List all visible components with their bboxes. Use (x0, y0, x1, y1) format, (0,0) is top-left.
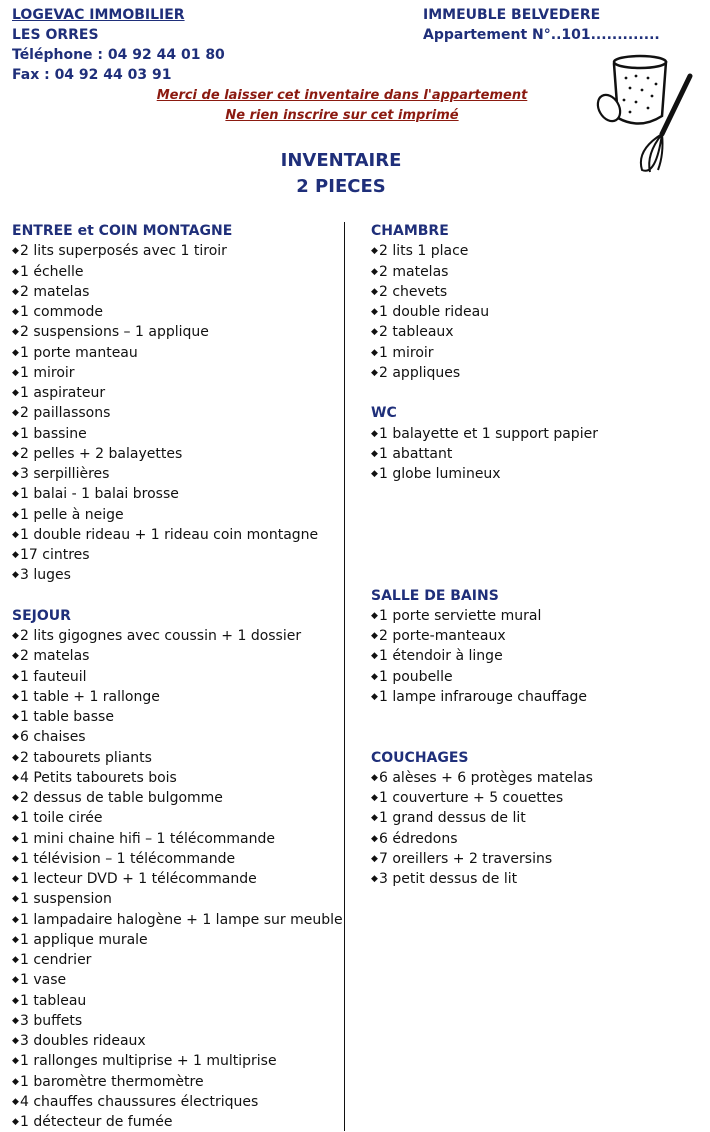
item-text: 1 fauteuil (20, 668, 87, 685)
section-title: SEJOUR (12, 607, 71, 624)
list-item (12, 970, 342, 990)
list-item (12, 383, 342, 403)
list-item (12, 1112, 342, 1132)
title-inventaire: INVENTAIRE (280, 150, 402, 171)
item-text: 1 mini chaine hifi – 1 télécommande (20, 830, 276, 847)
list-item (12, 464, 342, 484)
list-item (371, 646, 701, 666)
notice-do-not-write: Ne rien inscrire sur cet imprimé (225, 108, 459, 123)
item-text: 1 lampadaire halogène + 1 lampe sur meuble (20, 911, 343, 928)
diamond-bullet-icon: ◆ (371, 347, 378, 358)
list-item (12, 950, 342, 970)
list-item (12, 343, 342, 363)
item-text: 1 tableau (20, 992, 87, 1009)
diamond-bullet-icon: ◆ (12, 408, 19, 419)
diamond-bullet-icon: ◆ (12, 509, 19, 520)
diamond-bullet-icon: ◆ (12, 975, 19, 986)
item-list (371, 241, 701, 383)
diamond-bullet-icon: ◆ (371, 631, 378, 641)
diamond-bullet-icon: ◆ (12, 853, 19, 864)
item-text: 1 rallonges multiprise + 1 multiprise (20, 1053, 277, 1070)
item-text: 2 lits 1 place (379, 243, 469, 260)
diamond-bullet-icon: ◆ (12, 307, 19, 317)
list-item (371, 302, 701, 322)
diamond-bullet-icon: ◆ (371, 307, 378, 317)
item-text: 1 porte manteau (20, 344, 138, 361)
diamond-bullet-icon: ◆ (12, 631, 19, 641)
item-text: 1 couverture + 5 couettes (379, 790, 564, 806)
diamond-bullet-icon: ◆ (12, 995, 19, 1006)
list-item (371, 282, 701, 302)
list-item (12, 626, 342, 646)
item-text: 1 balai - 1 balai brosse (20, 486, 179, 503)
list-item (371, 343, 701, 363)
diamond-bullet-icon: ◆ (371, 610, 378, 621)
diamond-bullet-icon: ◆ (371, 772, 378, 783)
item-text: 2 paillassons (20, 405, 111, 422)
item-text: 4 Petits tabourets bois (20, 769, 177, 786)
item-text: 1 suspension (20, 891, 112, 908)
item-list (371, 768, 701, 890)
list-item (371, 464, 701, 484)
item-text: 1 échelle (20, 263, 84, 280)
item-text: 1 cendrier (20, 952, 92, 968)
list-item (12, 667, 342, 687)
list-item (12, 808, 342, 828)
diamond-bullet-icon: ◆ (12, 1036, 19, 1046)
diamond-bullet-icon: ◆ (12, 1056, 19, 1067)
list-item (12, 1092, 342, 1112)
item-text: 1 poubelle (379, 668, 453, 685)
diamond-bullet-icon: ◆ (371, 286, 378, 297)
list-item (12, 444, 342, 464)
list-item (371, 363, 701, 383)
item-text: 2 suspensions – 1 applique (20, 324, 209, 341)
diamond-bullet-icon: ◆ (371, 793, 378, 803)
diamond-bullet-icon: ◆ (12, 671, 19, 682)
list-item (12, 646, 342, 666)
diamond-bullet-icon: ◆ (12, 529, 19, 540)
list-item (12, 748, 342, 768)
item-text: 1 abattant (379, 445, 453, 462)
list-item (12, 322, 342, 342)
section-entree (12, 221, 342, 586)
diamond-bullet-icon: ◆ (371, 691, 378, 702)
item-text: 1 baromètre thermomètre (20, 1073, 204, 1090)
list-item (371, 322, 701, 342)
list-item (12, 849, 342, 869)
item-text: 2 matelas (20, 283, 90, 300)
item-text: 2 pelles + 2 balayettes (20, 445, 183, 462)
item-text: 1 télévision – 1 télécommande (20, 850, 236, 867)
item-list (371, 606, 701, 707)
agency-fax: Fax : 04 92 44 03 91 (12, 67, 172, 83)
diamond-bullet-icon: ◆ (12, 752, 19, 763)
item-text: 2 tabourets pliants (20, 749, 152, 766)
list-item (12, 424, 342, 444)
diamond-bullet-icon: ◆ (12, 732, 19, 743)
item-text: 1 bassine (20, 425, 87, 442)
item-text: 7 oreillers + 2 traversins (379, 850, 553, 867)
section-chambre (371, 221, 701, 383)
section-title: COUCHAGES (371, 749, 469, 766)
diamond-bullet-icon: ◆ (12, 793, 19, 803)
list-item (371, 829, 701, 849)
list-item (12, 262, 342, 282)
item-text: 1 détecteur de fumée (20, 1114, 173, 1130)
diamond-bullet-icon: ◆ (12, 246, 19, 257)
diamond-bullet-icon: ◆ (371, 266, 378, 277)
item-text: 1 lampe infrarouge chauffage (379, 688, 588, 705)
list-item (12, 1051, 342, 1071)
diamond-bullet-icon: ◆ (371, 671, 378, 682)
item-text: 2 tableaux (379, 324, 454, 341)
list-item (371, 444, 701, 464)
list-item (12, 302, 342, 322)
item-text: 6 alèses + 6 protèges matelas (379, 769, 593, 786)
item-text: 1 toile cirée (20, 810, 103, 827)
diamond-bullet-icon: ◆ (371, 469, 378, 479)
item-text: 1 étendoir à linge (379, 648, 503, 665)
section-salle-de-bains (371, 586, 701, 708)
item-text: 3 buffets (20, 1012, 83, 1029)
list-item (371, 424, 701, 444)
title-rooms: 2 PIECES (296, 176, 386, 197)
apartment-number: Appartement N°..101............. (423, 27, 660, 43)
diamond-bullet-icon: ◆ (371, 246, 378, 257)
item-text: 1 lecteur DVD + 1 télécommande (20, 871, 257, 887)
diamond-bullet-icon: ◆ (12, 833, 19, 844)
section-wc (371, 403, 701, 484)
diamond-bullet-icon: ◆ (371, 448, 378, 459)
item-text: 1 balayette et 1 support papier (379, 425, 598, 442)
list-item (371, 788, 701, 808)
item-text: 1 table + 1 rallonge (20, 688, 160, 705)
diamond-bullet-icon: ◆ (12, 1096, 19, 1107)
list-item (12, 1072, 342, 1092)
list-item (371, 768, 701, 788)
left-column (12, 221, 342, 1132)
item-text: 2 lits superposés avec 1 tiroir (20, 243, 227, 260)
item-text: 2 dessus de table bulgomme (20, 790, 223, 806)
list-item (12, 403, 342, 423)
agency-phone: Téléphone : 04 92 44 01 80 (12, 47, 225, 63)
agency-header (12, 5, 225, 85)
list-item (371, 667, 701, 687)
right-column (371, 221, 701, 889)
item-text: 1 globe lumineux (379, 466, 501, 482)
list-item (12, 1031, 342, 1051)
diamond-bullet-icon: ◆ (12, 266, 19, 277)
diamond-bullet-icon: ◆ (371, 853, 378, 864)
column-divider (344, 222, 345, 1131)
list-item (12, 565, 342, 585)
property-header (423, 5, 660, 45)
section-title: SALLE DE BAINS (371, 587, 499, 604)
item-text: 2 lits gigognes avec coussin + 1 dossier (20, 628, 302, 644)
diamond-bullet-icon: ◆ (12, 1015, 19, 1026)
item-text: 3 doubles rideaux (20, 1033, 146, 1049)
list-item (12, 930, 342, 950)
item-text: 1 miroir (20, 364, 75, 381)
diamond-bullet-icon: ◆ (12, 448, 19, 459)
item-list (371, 424, 701, 485)
item-text: 17 cintres (20, 547, 90, 563)
diamond-bullet-icon: ◆ (12, 813, 19, 824)
list-item (12, 484, 342, 504)
list-item (12, 991, 342, 1011)
item-text: 3 luges (20, 567, 71, 584)
section-title: CHAMBRE (371, 223, 449, 239)
diamond-bullet-icon: ◆ (371, 367, 378, 378)
diamond-bullet-icon: ◆ (12, 489, 19, 500)
list-item (12, 910, 342, 930)
list-item (371, 606, 701, 626)
agency-name: LOGEVAC IMMOBILIER (12, 7, 185, 23)
building-name: IMMEUBLE BELVEDERE (423, 7, 601, 23)
list-item (371, 262, 701, 282)
item-text: 1 vase (20, 972, 67, 989)
item-text: 1 double rideau + 1 rideau coin montagne (20, 526, 319, 543)
section-sejour (12, 606, 342, 1132)
item-text: 1 double rideau (379, 304, 490, 320)
item-text: 1 miroir (379, 344, 434, 361)
item-list (12, 241, 342, 585)
diamond-bullet-icon: ◆ (12, 914, 19, 925)
item-text: 1 commode (20, 304, 103, 320)
item-text: 1 aspirateur (20, 385, 106, 401)
notice-leave-inventory: Merci de laisser cet inventaire dans l'appartement (156, 88, 528, 103)
diamond-bullet-icon: ◆ (12, 367, 19, 378)
diamond-bullet-icon: ◆ (12, 327, 19, 338)
item-text: 4 chauffes chaussures électriques (20, 1093, 259, 1110)
item-text: 2 chevets (379, 283, 448, 300)
diamond-bullet-icon: ◆ (12, 691, 19, 702)
item-list (12, 626, 342, 1132)
diamond-bullet-icon: ◆ (12, 347, 19, 358)
diamond-bullet-icon: ◆ (12, 550, 19, 560)
list-item (12, 545, 342, 565)
diamond-bullet-icon: ◆ (371, 327, 378, 338)
diamond-bullet-icon: ◆ (12, 1117, 19, 1127)
item-text: 3 serpillières (20, 466, 110, 482)
section-couchages (371, 748, 701, 890)
item-text: 6 chaises (20, 729, 86, 746)
page-title (0, 148, 682, 200)
item-text: 2 matelas (379, 263, 449, 280)
item-text: 1 pelle à neige (20, 506, 124, 523)
list-item (12, 525, 342, 545)
diamond-bullet-icon: ◆ (371, 874, 378, 884)
item-text: 1 porte serviette mural (379, 607, 542, 624)
diamond-bullet-icon: ◆ (371, 813, 378, 824)
list-item (12, 889, 342, 909)
section-title: WC (371, 405, 397, 422)
list-item (12, 505, 342, 525)
item-text: 6 édredons (379, 830, 458, 847)
diamond-bullet-icon: ◆ (12, 1076, 19, 1087)
item-text: 2 porte-manteaux (379, 628, 506, 644)
diamond-bullet-icon: ◆ (12, 772, 19, 783)
list-item (12, 768, 342, 788)
list-item (12, 829, 342, 849)
list-item (12, 282, 342, 302)
item-text: 2 matelas (20, 648, 90, 665)
list-item (371, 626, 701, 646)
list-item (12, 363, 342, 383)
diamond-bullet-icon: ◆ (12, 570, 19, 581)
list-item (371, 849, 701, 869)
list-item (371, 241, 701, 261)
diamond-bullet-icon: ◆ (12, 894, 19, 905)
diamond-bullet-icon: ◆ (12, 874, 19, 884)
diamond-bullet-icon: ◆ (371, 428, 378, 439)
list-item (371, 869, 701, 889)
list-item (12, 869, 342, 889)
diamond-bullet-icon: ◆ (12, 651, 19, 662)
diamond-bullet-icon: ◆ (12, 934, 19, 945)
list-item (12, 687, 342, 707)
diamond-bullet-icon: ◆ (12, 388, 19, 398)
list-item (12, 707, 342, 727)
list-item (12, 241, 342, 261)
item-text: 3 petit dessus de lit (379, 871, 518, 887)
diamond-bullet-icon: ◆ (371, 833, 378, 844)
item-text: 1 applique murale (20, 931, 148, 948)
list-item (12, 788, 342, 808)
diamond-bullet-icon: ◆ (371, 651, 378, 662)
section-title: ENTREE et COIN MONTAGNE (12, 223, 233, 239)
diamond-bullet-icon: ◆ (12, 286, 19, 297)
diamond-bullet-icon: ◆ (12, 712, 19, 722)
diamond-bullet-icon: ◆ (12, 428, 19, 439)
item-text: 2 appliques (379, 364, 461, 381)
list-item (12, 727, 342, 747)
list-item (12, 1011, 342, 1031)
list-item (371, 687, 701, 707)
agency-town: LES ORRES (12, 27, 99, 43)
notice (0, 86, 684, 126)
item-text: 1 grand dessus de lit (379, 810, 526, 827)
diamond-bullet-icon: ◆ (12, 955, 19, 965)
item-text: 1 table basse (20, 709, 114, 725)
diamond-bullet-icon: ◆ (12, 469, 19, 479)
list-item (371, 808, 701, 828)
